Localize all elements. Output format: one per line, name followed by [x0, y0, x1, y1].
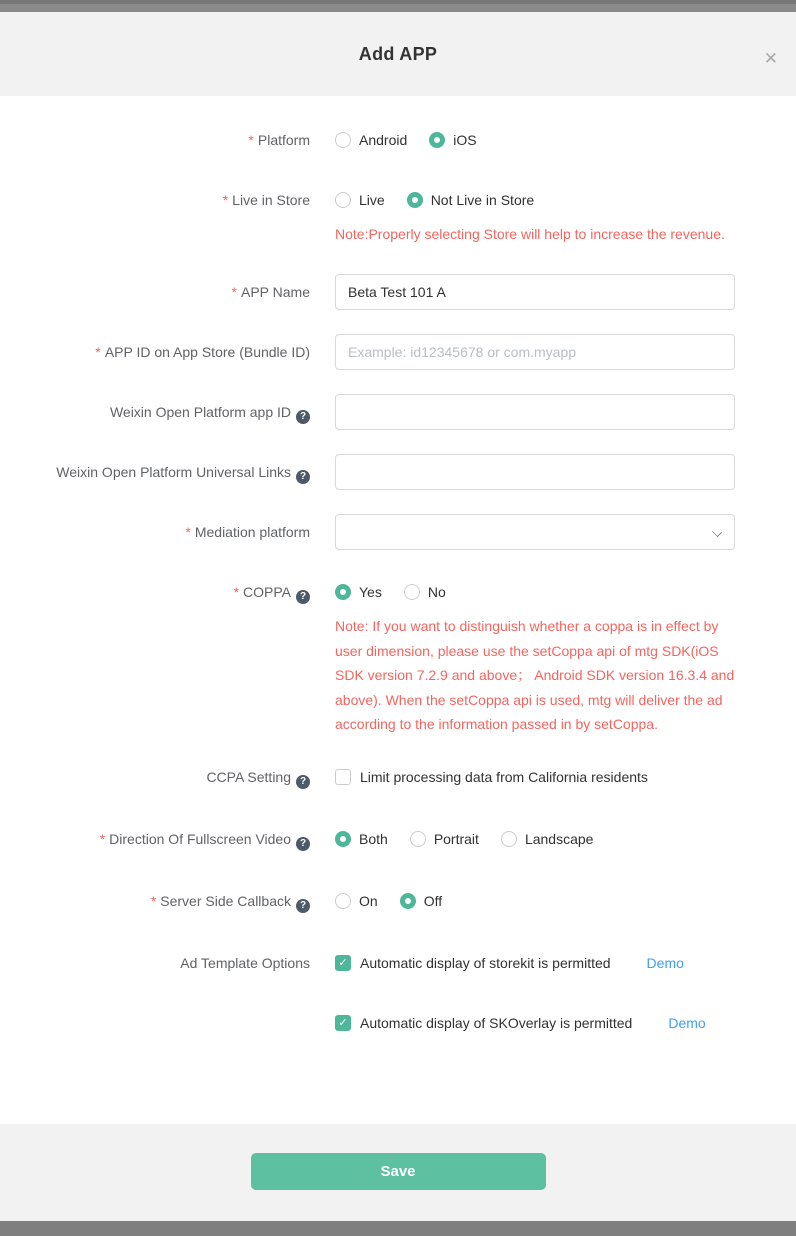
radio-callback-off[interactable] — [400, 893, 442, 909]
radio-icon — [335, 132, 351, 148]
help-icon[interactable]: ? — [296, 837, 310, 851]
checkbox-icon-unchecked[interactable] — [335, 769, 351, 785]
radio-icon-selected — [400, 893, 416, 909]
row-server-callback — [0, 891, 796, 913]
coppa-note: Note: If you want to distinguish whether a coppa is in effect by user dimension, please use the setCoppa api of mtg SDK(iOS SDK version 7.2.9 and above； Android SDK version 16.3.4 and above). When the setCoppa api is used, mtg will deliver the ad according to the information passed in by setCoppa. — [335, 618, 735, 733]
radio-platform-ios[interactable] — [429, 132, 476, 148]
required-asterisk: * — [99, 830, 106, 847]
radio-label: Portrait — [433, 830, 479, 847]
row-coppa — [0, 582, 796, 737]
storekit-demo-link[interactable]: Demo — [646, 954, 684, 971]
radio-icon-selected — [335, 831, 351, 847]
required-asterisk: * — [185, 524, 191, 540]
radio-coppa-yes[interactable] — [335, 584, 382, 600]
radio-label: Not Live in Store — [430, 192, 535, 208]
radio-icon — [335, 192, 351, 208]
browser-chrome-top-bar — [0, 0, 796, 12]
row-platform — [0, 130, 796, 150]
weixin-universal-links-label: Weixin Open Platform Universal Links ? — [0, 454, 310, 490]
modal-title: Add APP — [358, 43, 438, 64]
live-in-store-label: * Live in Store — [222, 192, 310, 208]
radio-icon — [404, 584, 420, 600]
modal-footer — [0, 1124, 796, 1221]
radio-callback-on[interactable] — [335, 893, 378, 909]
mediation-platform-select[interactable] — [335, 514, 735, 550]
radio-label: Off — [423, 892, 443, 909]
radio-icon — [501, 831, 517, 847]
app-name-label: * APP Name — [231, 284, 310, 300]
platform-label: * Platform — [248, 132, 310, 148]
weixin-universal-links-input[interactable] — [335, 454, 735, 490]
row-live-in-store — [0, 190, 796, 246]
required-asterisk: * — [222, 192, 229, 208]
radio-label: Live — [359, 192, 385, 208]
help-icon[interactable]: ? — [296, 775, 310, 789]
help-icon[interactable]: ? — [296, 470, 310, 484]
required-asterisk: * — [248, 132, 254, 148]
radio-icon-selected — [407, 192, 423, 208]
app-name-input[interactable] — [335, 274, 735, 310]
radio-platform-android[interactable] — [335, 132, 407, 148]
row-app-id — [0, 334, 796, 370]
radio-label: On — [359, 892, 378, 909]
radio-label: Both — [359, 830, 388, 847]
radio-label: Landscape — [524, 830, 594, 847]
radio-label: Yes — [359, 584, 382, 600]
checkbox-label: Limit processing data from California residents — [360, 768, 648, 785]
radio-label: iOS — [453, 132, 477, 148]
weixin-app-id-label: Weixin Open Platform app ID ? — [0, 394, 310, 430]
row-app-name — [0, 274, 796, 310]
required-asterisk: * — [95, 344, 101, 360]
direction-label: * Direction Of Fullscreen Video ? — [0, 829, 310, 851]
radio-coppa-no[interactable] — [404, 584, 446, 600]
live-in-store-note: Note:Properly selecting Store will help to increase the revenue. — [335, 226, 725, 242]
radio-direction-landscape[interactable] — [501, 831, 594, 847]
radio-not-live-in-store[interactable] — [407, 192, 535, 208]
required-asterisk: * — [150, 892, 157, 909]
row-ad-template-skoverlay — [0, 1013, 796, 1033]
row-weixin-app-id — [0, 394, 796, 430]
app-id-input[interactable] — [335, 334, 735, 370]
help-icon[interactable]: ? — [296, 590, 310, 604]
radio-direction-portrait[interactable] — [410, 831, 479, 847]
weixin-app-id-input[interactable] — [335, 394, 735, 430]
radio-icon-selected — [429, 132, 445, 148]
checkbox-icon-checked[interactable]: ✓ — [335, 955, 351, 971]
radio-direction-both[interactable] — [335, 831, 388, 847]
add-app-form — [0, 96, 796, 1124]
radio-icon-selected — [335, 584, 351, 600]
checkbox-icon-checked[interactable]: ✓ — [335, 1015, 351, 1031]
row-mediation-platform — [0, 514, 796, 550]
skoverlay-demo-link[interactable]: Demo — [668, 1014, 706, 1031]
coppa-label: * COPPA ? — [0, 582, 310, 604]
radio-label: No — [427, 584, 446, 600]
server-callback-label: * Server Side Callback ? — [0, 891, 310, 913]
browser-chrome-bottom-bar — [0, 1221, 796, 1236]
skoverlay-checkbox-option[interactable] — [335, 1015, 632, 1031]
ad-template-label: Ad Template Options — [180, 954, 310, 971]
radio-icon — [335, 893, 351, 909]
modal-header — [0, 12, 796, 96]
close-icon[interactable]: ✕ — [763, 49, 778, 68]
checkbox-label: Automatic display of storekit is permitted — [360, 954, 611, 971]
checkbox-label: Automatic display of SKOverlay is permitted — [360, 1014, 633, 1031]
row-ad-template-storekit — [0, 953, 796, 973]
app-id-label: * APP ID on App Store (Bundle ID) — [95, 344, 310, 360]
save-button[interactable]: Save — [251, 1153, 546, 1190]
ccpa-label: CCPA Setting ? — [0, 767, 310, 789]
ccpa-checkbox-option[interactable] — [335, 769, 648, 785]
required-asterisk: * — [231, 284, 237, 300]
radio-live[interactable] — [335, 192, 385, 208]
row-ccpa — [0, 767, 796, 789]
row-direction — [0, 829, 796, 851]
radio-label: Android — [359, 132, 408, 148]
help-icon[interactable]: ? — [296, 410, 310, 424]
row-weixin-universal-links — [0, 454, 796, 490]
help-icon[interactable]: ? — [296, 899, 310, 913]
chevron-down-icon — [712, 527, 722, 537]
required-asterisk: * — [233, 584, 240, 600]
radio-icon — [410, 831, 426, 847]
storekit-checkbox-option[interactable] — [335, 955, 611, 971]
mediation-platform-label: * Mediation platform — [185, 524, 310, 540]
